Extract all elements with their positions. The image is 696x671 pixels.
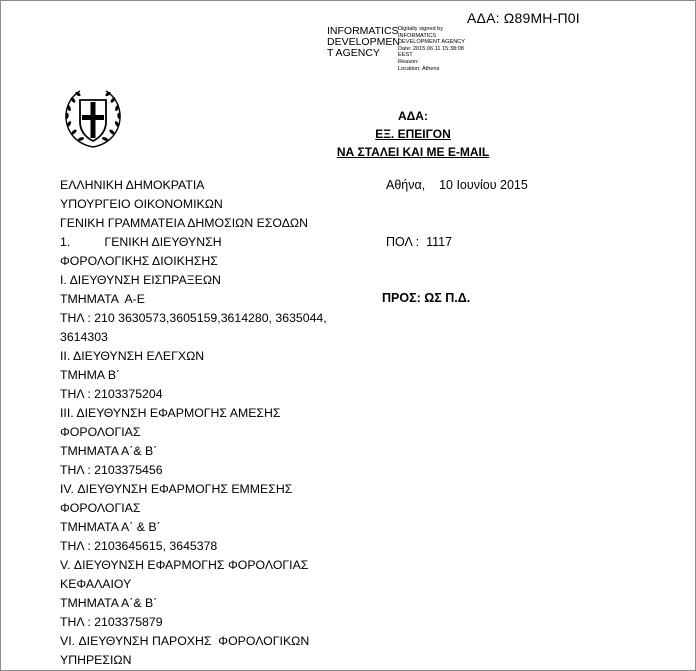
sender-line: 1. ΓΕΝΙΚΗ ΔΙΕΥΘΥΝΣΗ (60, 235, 222, 249)
recipient-line: ΠΡΟΣ: ΩΣ Π.Δ. (382, 291, 471, 305)
sender-line: ΚΕΦΑΛΑΙΟΥ (60, 577, 132, 591)
sender-line: ΥΠΟΥΡΓΕΙΟ ΟΙΚΟΝΟΜΙΚΩΝ (60, 197, 223, 211)
signature-org: INFORMATICS DEVELOPMEN T AGENCY (327, 25, 400, 59)
sender-line: ΥΠΗΡΕΣΙΩΝ (60, 653, 132, 667)
sender-line: VI. ΔΙΕΥΘΥΝΣΗ ΠΑΡΟΧΗΣ ΦΟΡΟΛΟΓΙΚΩΝ (60, 634, 310, 648)
sender-line: ΤΗΛ : 2103645615, 3645378 (60, 539, 218, 553)
sender-block (60, 176, 380, 670)
sender-line: ΤΜΗΜΑΤΑ Α-Ε (60, 292, 145, 306)
sender-line: ΕΛΛΗΝΙΚΗ ΔΗΜΟΚΡΑΤΙΑ (60, 178, 205, 192)
ada-label: ΑΔΑ: (398, 109, 428, 123)
urgency-heading (320, 107, 506, 161)
sender-line: ΤΜΗΜΑ Β΄ (60, 368, 121, 382)
sender-line: ΦΟΡΟΛΟΓΙΚΗΣ ΔΙΟΙΚΗΣΗΣ (60, 254, 218, 268)
sender-line: V. ΔΙΕΥΘΥΝΣΗ ΕΦΑΡΜΟΓΗΣ ΦΟΡΟΛΟΓΙΑΣ (60, 558, 309, 572)
sender-line: 3614303 (60, 330, 108, 344)
sender-line: ΤΗΛ : 2103375204 (60, 387, 163, 401)
signature-detail-line: Date: 2015.06.11 15:38:08 (398, 45, 464, 52)
sender-line: ΓΕΝΙΚΗ ΓΡΑΜΜΑΤΕΙΑ ΔΗΜΟΣΙΩΝ ΕΣΟΔΩΝ (60, 216, 309, 230)
signature-detail-line: DEVELOPMENT AGENCY (398, 39, 466, 46)
email-note: ΝΑ ΣΤΑΛΕΙ ΚΑΙ ΜΕ E-MAIL (336, 145, 490, 159)
urgency-label: ΕΞ. ΕΠΕΙΓΟΝ (375, 127, 451, 141)
greek-coat-of-arms-icon (58, 84, 128, 154)
signature-detail-line: Location: Athens (398, 65, 440, 72)
signature-detail-line: Reason: (398, 58, 419, 65)
signature-detail-line: EEST (398, 52, 413, 59)
sender-line: ΤΗΛ : 210 3630573,3605159,3614280, 3635044, (60, 311, 327, 325)
sender-line: ΦΟΡΟΛΟΓΙΑΣ (60, 425, 141, 439)
sender-line: Ι. ΔΙΕΥΘΥΝΣΗ ΕΙΣΠΡΑΞΕΩΝ (60, 273, 221, 287)
signature-detail-line: INFORMATICS (398, 32, 437, 39)
date-line: Αθήνα, 10 Ιουνίου 2015 (386, 178, 528, 192)
sender-line: ΤΜΗΜΑΤΑ Α΄& Β΄ (60, 596, 158, 610)
sender-line: ΙV. ΔΙΕΥΘΥΝΣΗ ΕΦΑΡΜΟΓΗΣ ΕΜΜΕΣΗΣ (60, 482, 293, 496)
sender-line: ΤΗΛ : 2103375879 (60, 615, 163, 629)
pol-number: ΠΟΛ : 1117 (386, 235, 453, 249)
ada-code: ΑΔΑ: Ω89ΜΗ-Π0Ι (467, 10, 580, 26)
sender-line: ΙΙ. ΔΙΕΥΘΥΝΣΗ ΕΛΕΓΧΩΝ (60, 349, 205, 363)
sender-line: ΤΗΛ : 2103375456 (60, 463, 163, 477)
sender-line: ΤΜΗΜΑΤΑ Α΄& Β΄ (60, 444, 158, 458)
sender-line: ΤΜΗΜΑΤΑ Α΄ & Β΄ (60, 520, 161, 534)
signature-details (398, 26, 508, 72)
sender-line: ΙΙΙ. ΔΙΕΥΘΥΝΣΗ ΕΦΑΡΜΟΓΗΣ ΑΜΕΣΗΣ (60, 406, 281, 420)
signature-detail-line: Digitally signed by (398, 26, 444, 32)
sender-line: ΦΟΡΟΛΟΓΙΑΣ (60, 501, 141, 515)
